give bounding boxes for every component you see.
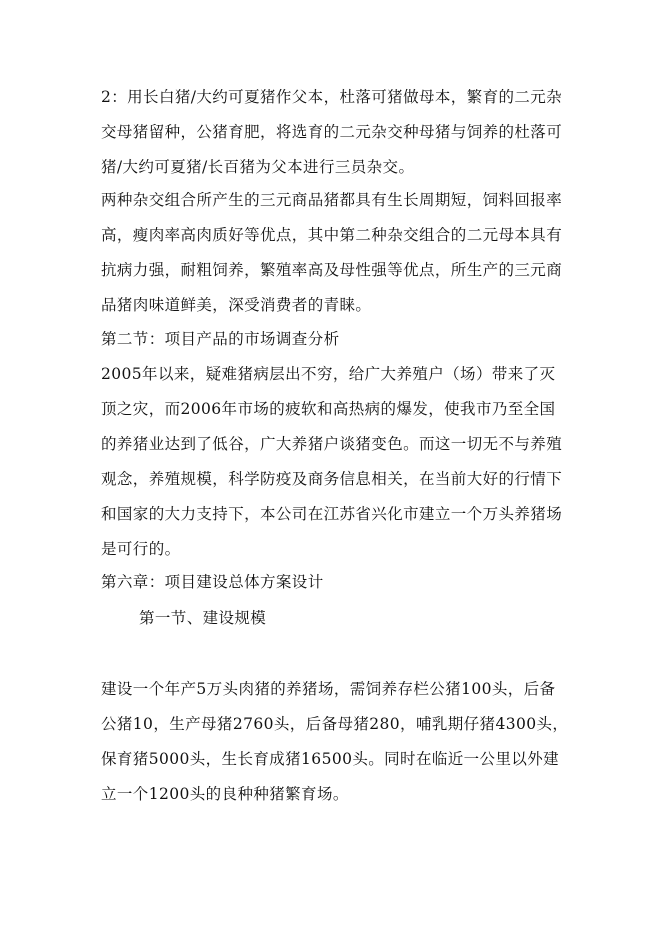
heading-section-1-scale: 第一节、建设规模 [139,609,267,627]
heading-chapter-6-design: 第六章：项目建设总体方案设计 [101,573,324,591]
paragraph-crossbreed-option-2: 2：用长白猪/大约可夏猪作父本，杜落可猪做母本，繁育的二元杂交母猪留种，公猪育肥，将选育的二元杂交种母猪与饲养的杜落可猪/大约可夏猪/长百猪为父本进行三员杂交。 [101,88,563,176]
paragraph-construction-scale: 建设一个年产5万头肉猪的养猪场，需饲养存栏公猪100头，后备公猪10，生产母猪2760头，后备母猪280，哺乳期仔猪4300头，保育猪5000头，生长育成猪16500头。同时在临近一公里以外建立一个1200头的良种种猪繁育场。 [101,680,569,803]
paragraph-crossbreed-summary: 两种杂交组合所产生的三元商品猪都具有生长周期短，饲料回报率高，瘦肉率高肉质好等优点，其中第二种杂交组合的二元母本具有抗病力强，耐粗饲养，繁殖率高及母性强等优点，所生产的三元商品猪肉味道鲜美，深受消费者的青睐。 [101,191,563,314]
paragraph-market-analysis: 2005年以来，疑难猪病层出不穷，给广大养殖户（场）带来了灭顶之灾，而2006年市场的疲软和高热病的爆发，使我市乃至全国的养猪业达到了低谷，广大养猪户谈猪变色。而这一切无不与养殖观念，养殖规模，科学防疫及商务信息相关，在当前大好的行情下和国家的大力支持下，本公司在江苏省兴化市建立一个万头养猪场是可行的。 [101,365,563,558]
heading-section-2-market-analysis: 第二节：项目产品的市场调查分析 [101,330,340,348]
